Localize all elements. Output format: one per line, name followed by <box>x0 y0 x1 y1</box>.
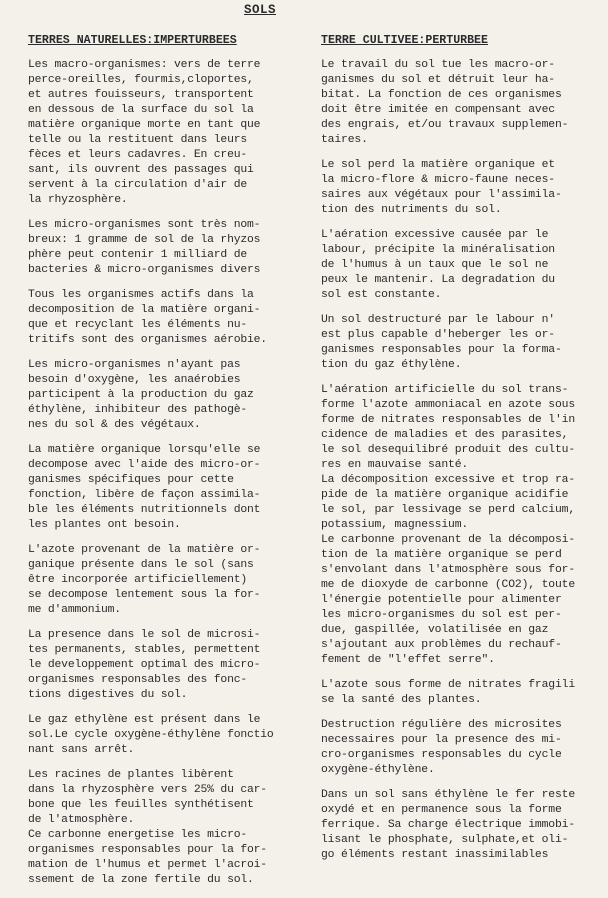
text-line: sol.Le cycle oxygène-éthylène fonctio <box>28 729 274 741</box>
text-line: nant sans arrêt. <box>28 744 135 756</box>
text-line: Tous les organismes actifs dans la <box>28 289 254 301</box>
text-line: tritifs sont des organismes aérobie. <box>28 334 267 346</box>
left-paragraph <box>28 358 300 433</box>
text-line: la rhyzosphère. <box>28 194 128 206</box>
text-line: mation de l'humus et permet l'acroi- <box>28 859 267 871</box>
text-line: phère peut contenir 1 milliard de <box>28 249 247 261</box>
text-line: forme l'azote ammoniacal en azote sous <box>321 399 576 411</box>
text-line: labour, précipite la minéralisation <box>321 244 555 256</box>
text-line: La décomposition excessive et trop ra- <box>321 474 576 486</box>
text-line: le sol desequilibré produit des cultu- <box>321 444 576 456</box>
right-paragraph <box>321 313 608 373</box>
text-line: besoin d'oxygène, les anaérobies <box>28 374 241 386</box>
text-line: Destruction régulière des microsites <box>321 719 562 731</box>
text-line: matière organique morte en tant que <box>28 119 261 131</box>
text-line: de l'atmosphère. <box>28 814 135 826</box>
left-paragraph <box>28 713 300 758</box>
right-column-heading: TERRE CULTIVEE:PERTURBEE <box>321 34 488 47</box>
text-line: me de dioxyde de carbonne (CO2), toute <box>321 579 576 591</box>
left-paragraph <box>28 218 300 278</box>
text-line: forme de nitrates responsables de l'in <box>321 414 576 426</box>
text-line: tion des nutriments du sol. <box>321 204 502 216</box>
text-line: L'aération artificielle du sol trans- <box>321 384 569 396</box>
text-line: Le sol perd la matière organique et <box>321 159 555 171</box>
right-paragraph <box>321 788 608 863</box>
text-line: Ce carbonne energetise les micro- <box>28 829 247 841</box>
text-line: due, gaspillée, volatilisée en gaz <box>321 624 549 636</box>
text-line: bitat. La fonction de ces organismes <box>321 89 562 101</box>
text-line: La presence dans le sol de microsi- <box>28 629 261 641</box>
text-line: ble les éléments nutritionnels dont <box>28 504 261 516</box>
text-line: tion de la matière organique se perd <box>321 549 562 561</box>
text-line: oxygène-éthylène. <box>321 764 435 776</box>
left-paragraph <box>28 543 300 618</box>
text-line: se decompose lentement sous la for- <box>28 589 261 601</box>
text-line: decomposition de la matière organi- <box>28 304 261 316</box>
text-line: lisant le phosphate, sulphate,et oli- <box>321 834 569 846</box>
text-line: ferrique. Sa charge électrique immobi- <box>321 819 576 831</box>
text-line: les plantes ont besoin. <box>28 519 181 531</box>
text-line: cro-organismes responsables du cycle <box>321 749 562 761</box>
text-line: breux: 1 gramme de sol de la rhyzos <box>28 234 261 246</box>
text-line: peux le mantenir. La degradation du <box>321 274 555 286</box>
text-line: tion du gaz éthylène. <box>321 359 462 371</box>
text-line: saires aux végétaux pour l'assimila- <box>321 189 562 201</box>
text-line: que et recyclant les éléments nu- <box>28 319 247 331</box>
text-line: oxydé et en permanence sous la forme <box>321 804 562 816</box>
left-paragraph <box>28 443 300 533</box>
text-line: La matière organique lorsqu'elle se <box>28 444 261 456</box>
text-line: sol est constante. <box>321 289 442 301</box>
text-line: perce-oreilles, fourmis,cloportes, <box>28 74 254 86</box>
text-line: bacteries & micro-organismes divers <box>28 264 261 276</box>
text-line: taires. <box>321 134 368 146</box>
right-paragraph <box>321 718 608 778</box>
text-line: est plus capable d'heberger les or- <box>321 329 555 341</box>
left-column <box>28 34 300 898</box>
text-line: Un sol destructuré par le labour n' <box>321 314 555 326</box>
text-line: les micro-organismes du sol est per- <box>321 609 562 621</box>
text-line: ssement de la zone fertile du sol. <box>28 874 254 886</box>
text-line: L'azote sous forme de nitrates fragili <box>321 679 576 691</box>
right-paragraph <box>321 473 608 533</box>
text-line: tes permanents, stables, permettent <box>28 644 261 656</box>
text-line: servent à la circulation d'air de <box>28 179 247 191</box>
left-paragraph <box>28 628 300 703</box>
text-line: ganique présente dans le sol (sans <box>28 559 254 571</box>
text-line: Le travail du sol tue les macro-or- <box>321 59 555 71</box>
right-paragraph <box>321 533 608 668</box>
text-line: être incorporée artificiellement) <box>28 574 247 586</box>
text-line: fonction, libère de façon assimila- <box>28 489 261 501</box>
text-line: le sol, par lessivage se perd calcium, <box>321 504 576 516</box>
text-line: organismes responsables des fonc- <box>28 674 247 686</box>
text-line: le developpement optimal des micro- <box>28 659 261 671</box>
right-paragraph <box>321 678 608 708</box>
text-line: éthylène, inhibiteur des pathogè- <box>28 404 247 416</box>
text-line: ganismes du sol et détruit leur ha- <box>321 74 555 86</box>
text-line: doit être imitée en compensant avec <box>321 104 555 116</box>
text-line: organismes responsables pour la for- <box>28 844 267 856</box>
left-column-heading: TERRES NATURELLES:IMPERTURBEES <box>28 34 237 47</box>
text-line: L'azote provenant de la matière or- <box>28 544 261 556</box>
text-line: fement de "l'effet serre". <box>321 654 495 666</box>
text-line: bone que les feuilles synthétisent <box>28 799 254 811</box>
text-line: cidence de maladies et des parasites, <box>321 429 569 441</box>
text-line: ganismes spécifiques pour cette <box>28 474 234 486</box>
text-line: Les macro-organismes: vers de terre <box>28 59 261 71</box>
left-paragraph <box>28 828 300 888</box>
right-paragraph <box>321 158 608 218</box>
text-line: Les micro-organismes sont très nom- <box>28 219 261 231</box>
text-line: go éléments restant inassimilables <box>321 849 549 861</box>
text-line: necessaires pour la presence des mi- <box>321 734 562 746</box>
right-paragraph <box>321 383 608 473</box>
text-line: des engrais, et/ou travaux supplemen- <box>321 119 569 131</box>
text-line: en dessous de la surface du sol la <box>28 104 254 116</box>
page-title: SOLS <box>244 3 277 17</box>
text-line: et autres fouisseurs, transportent <box>28 89 254 101</box>
text-line: sant, ils ouvrent des passages qui <box>28 164 254 176</box>
text-line: ganismes responsables pour la forma- <box>321 344 562 356</box>
text-line: l'énergie potentielle pour alimenter <box>321 594 562 606</box>
text-line: Les racines de plantes libèrent <box>28 769 234 781</box>
text-line: s'ajoutant aux problèmes du rechauf- <box>321 639 562 651</box>
text-line: Les micro-organismes n'ayant pas <box>28 359 241 371</box>
text-line: L'aération excessive causée par le <box>321 229 549 241</box>
left-column-body <box>28 58 300 888</box>
text-line: fèces et leurs cadavres. En creu- <box>28 149 247 161</box>
text-line: res en mauvaise santé. <box>321 459 469 471</box>
text-line: Dans un sol sans éthylène le fer reste <box>321 789 576 801</box>
text-line: la micro-flore & micro-faune neces- <box>321 174 555 186</box>
text-line: telle ou la restituent dans leurs <box>28 134 247 146</box>
text-line: pide de la matière organique acidifie <box>321 489 569 501</box>
text-line: Le carbonne provenant de la décomposi- <box>321 534 576 546</box>
right-paragraph <box>321 228 608 303</box>
right-column <box>321 34 608 873</box>
text-line: se la santé des plantes. <box>321 694 482 706</box>
text-line: decompose avec l'aide des micro-or- <box>28 459 261 471</box>
right-column-body <box>321 58 608 863</box>
left-paragraph <box>28 288 300 348</box>
text-line: Le gaz ethylène est présent dans le <box>28 714 261 726</box>
text-line: de l'humus à un taux que le sol ne <box>321 259 549 271</box>
text-line: potassium, magnessium. <box>321 519 469 531</box>
text-line: participent à la production du gaz <box>28 389 254 401</box>
text-line: s'envolant dans l'atmosphère sous for- <box>321 564 576 576</box>
right-paragraph <box>321 58 608 148</box>
text-line: tions digestives du sol. <box>28 689 188 701</box>
left-paragraph <box>28 768 300 828</box>
text-line: dans la rhyzosphère vers 25% du car- <box>28 784 267 796</box>
left-paragraph <box>28 58 300 208</box>
text-line: nes du sol & des végétaux. <box>28 419 201 431</box>
text-line: me d'ammonium. <box>28 604 121 616</box>
